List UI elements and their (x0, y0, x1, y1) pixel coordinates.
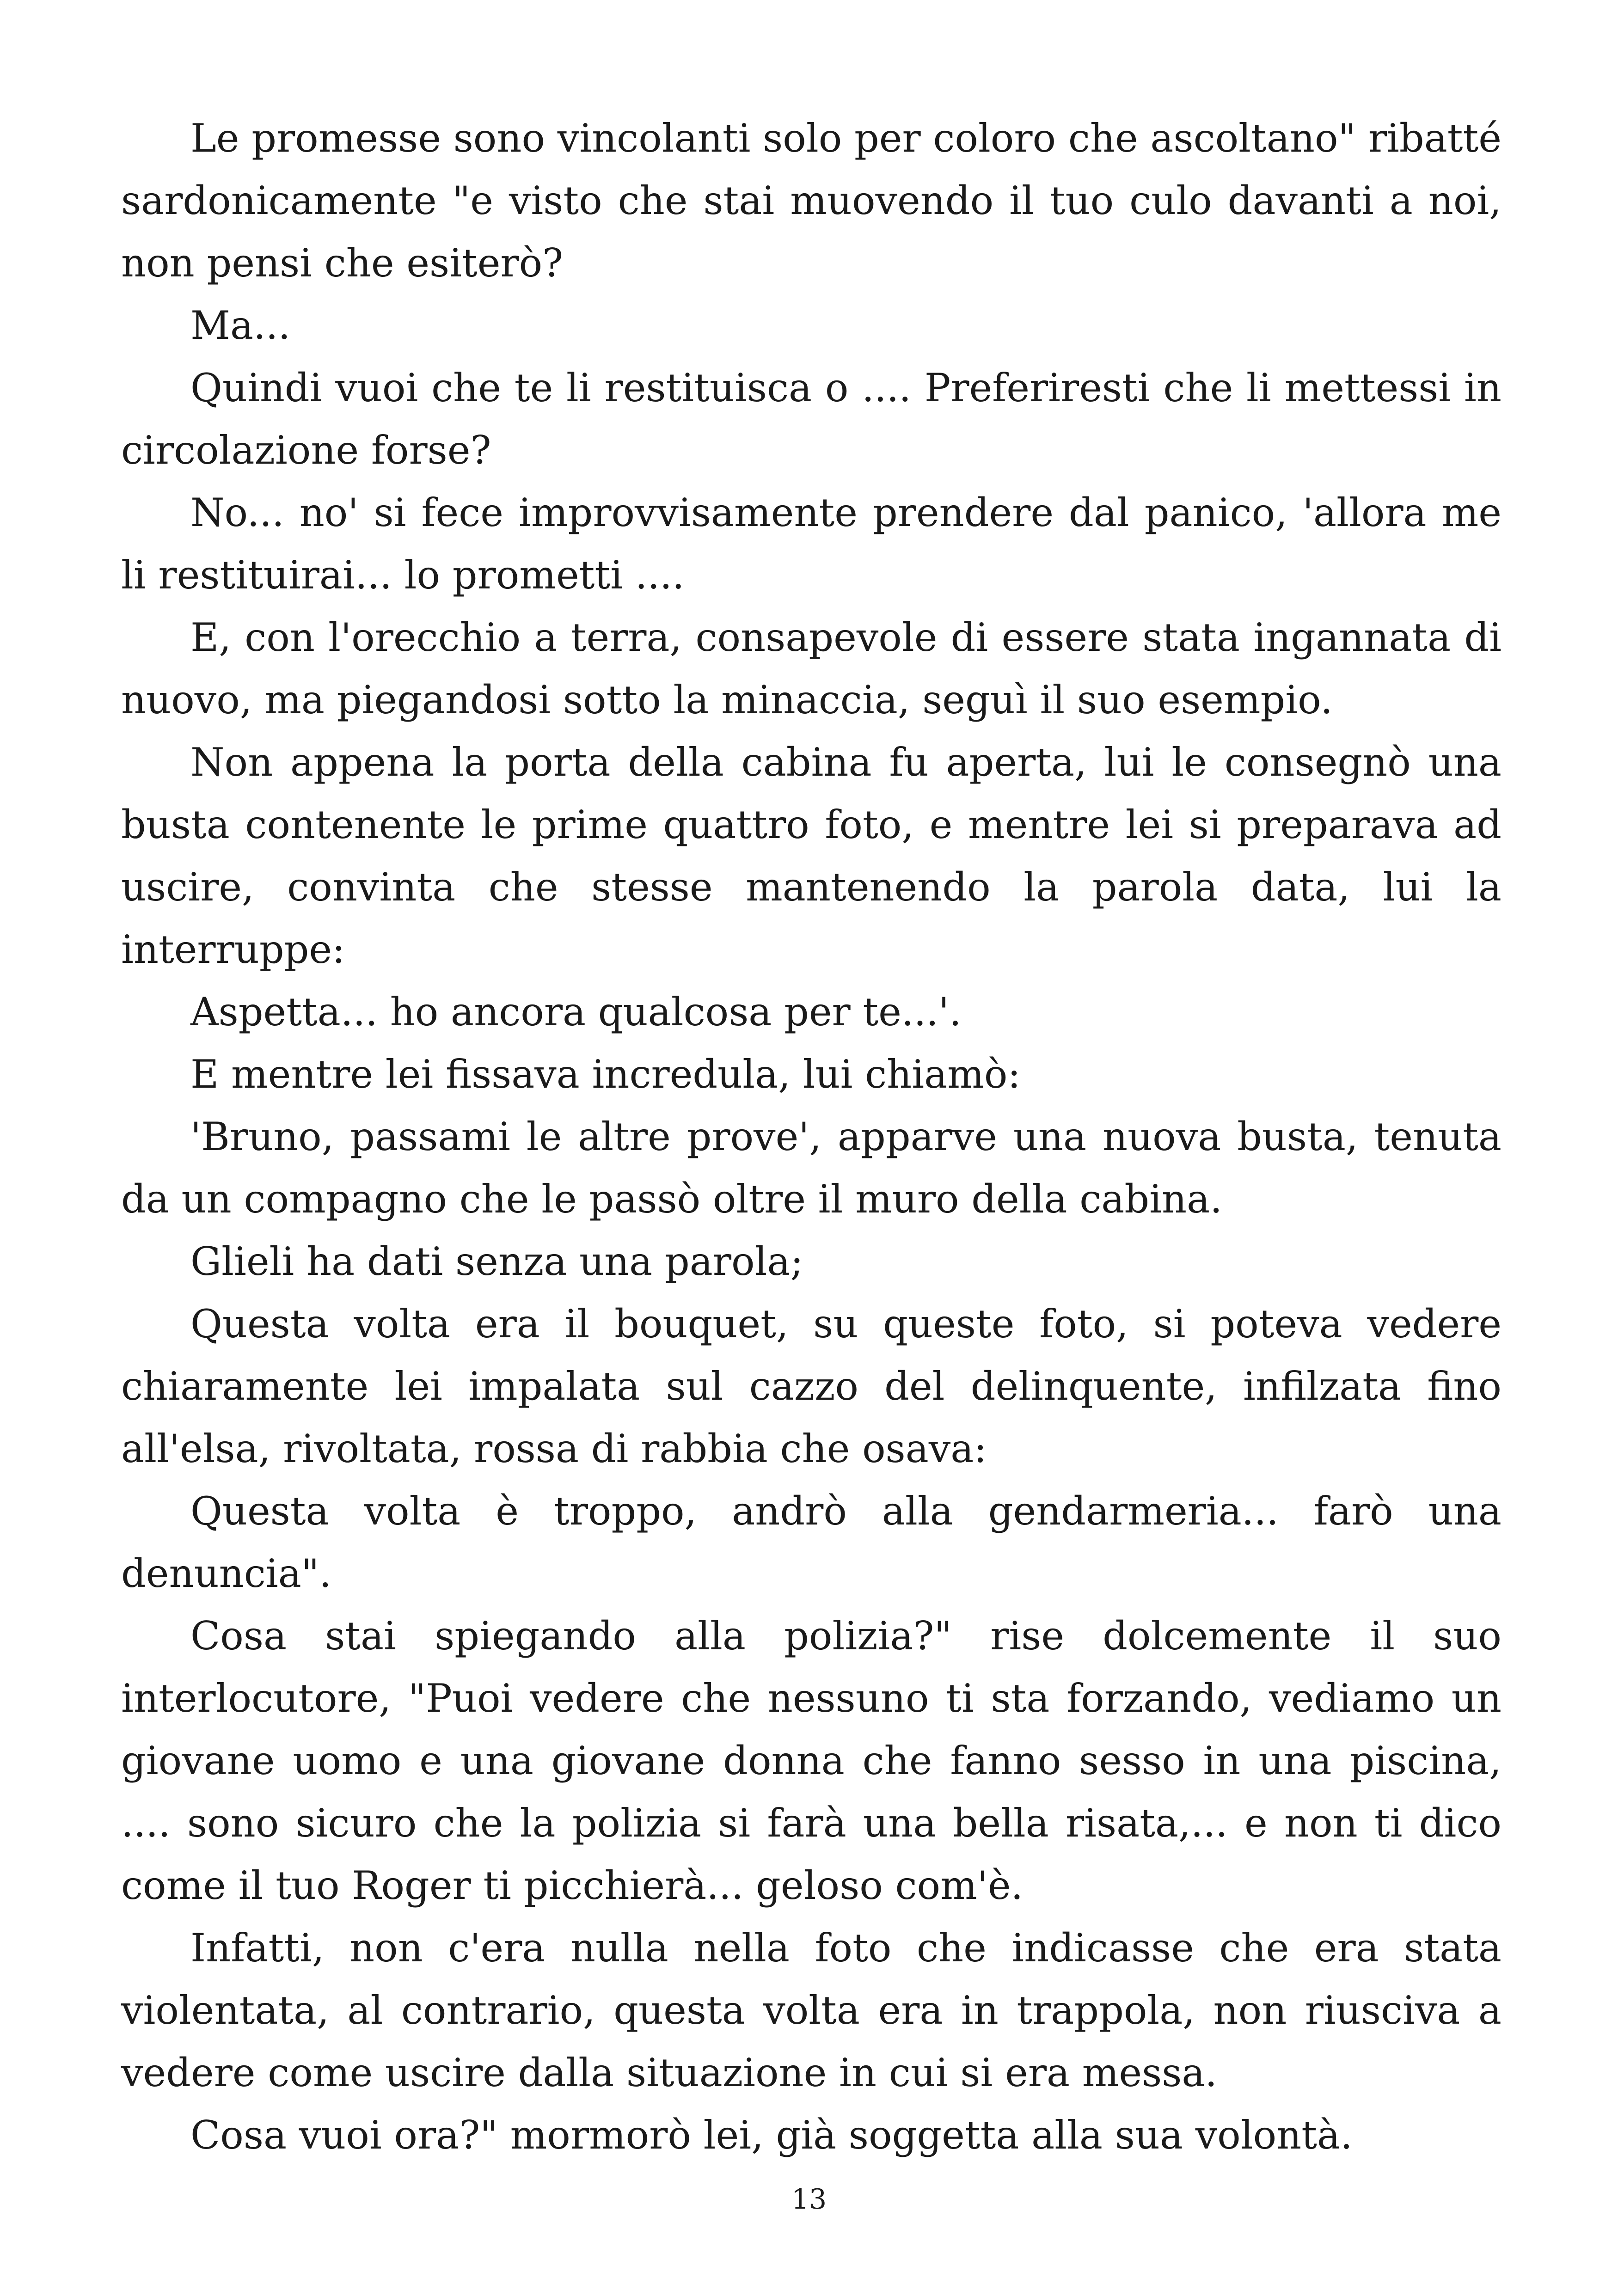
paragraph: Ma... (190, 303, 291, 348)
paragraph: Cosa vuoi ora?" mormorò lei, già soggetta alla sua volontà. (190, 2112, 1353, 2158)
paragraph: Non appena la porta della cabina fu aperta, lui le consegnò una busta contenente le prime quattro foto, e mentre lei si preparava ad uscire, convinta che stesse mantenendo la parola data, lui la interruppe: (121, 740, 1502, 972)
paragraph: Infatti, non c'era nulla nella foto che indicasse che era stata violentata, al contrario, questa volta era in trappola, non riusciva a vedere come uscire dalla situazione in cui si era messa. (121, 1925, 1502, 2095)
paragraph: Questa volta è troppo, andrò alla gendarmeria... farò una denuncia". (121, 1488, 1502, 1596)
paragraph: Quindi vuoi che te li restituisca o .... Preferiresti che li mettessi in circolazione forse? (121, 365, 1502, 473)
paragraph: E, con l'orecchio a terra, consapevole di essere stata ingannata di nuovo, ma piegandosi sotto la minaccia, seguì il suo esempio. (121, 615, 1502, 722)
paragraph: Cosa stai spiegando alla polizia?" rise dolcemente il suo interlocutore, "Puoi vedere che nessuno ti sta forzando, vediamo un giovane uomo e una giovane donna che fanno sesso in una piscina, .... sono sicuro che la polizia si farà una bella risata,... e non ti dico come il tuo Roger ti picchierà... geloso com'è. (121, 1613, 1502, 1908)
paragraph: Aspetta... ho ancora qualcosa per te...'. (190, 989, 962, 1035)
paragraph: E mentre lei fissava incredula, lui chiamò: (190, 1052, 1021, 1097)
paragraph: Le promesse sono vincolanti solo per coloro che ascoltano" ribatté sardonicamente "e visto che stai muovendo il tuo culo davanti a noi, non pensi che esiterò? (121, 116, 1502, 286)
body-text (121, 107, 1502, 2167)
paragraph: Glieli ha dati senza una parola; (190, 1239, 803, 1284)
paragraph: Questa volta era il bouquet, su queste foto, si poteva vedere chiaramente lei impalata sul cazzo del delinquente, infilzata fino all'elsa, rivoltata, rossa di rabbia che osava: (121, 1301, 1502, 1471)
paragraph: No... no' si fece improvvisamente prendere dal panico, 'allora me li restituirai... lo prometti .... (121, 490, 1502, 598)
page-number: 13 (791, 2183, 827, 2216)
paragraph: 'Bruno, passami le altre prove', apparve una nuova busta, tenuta da un compagno che le passò oltre il muro della cabina. (121, 1114, 1502, 1222)
